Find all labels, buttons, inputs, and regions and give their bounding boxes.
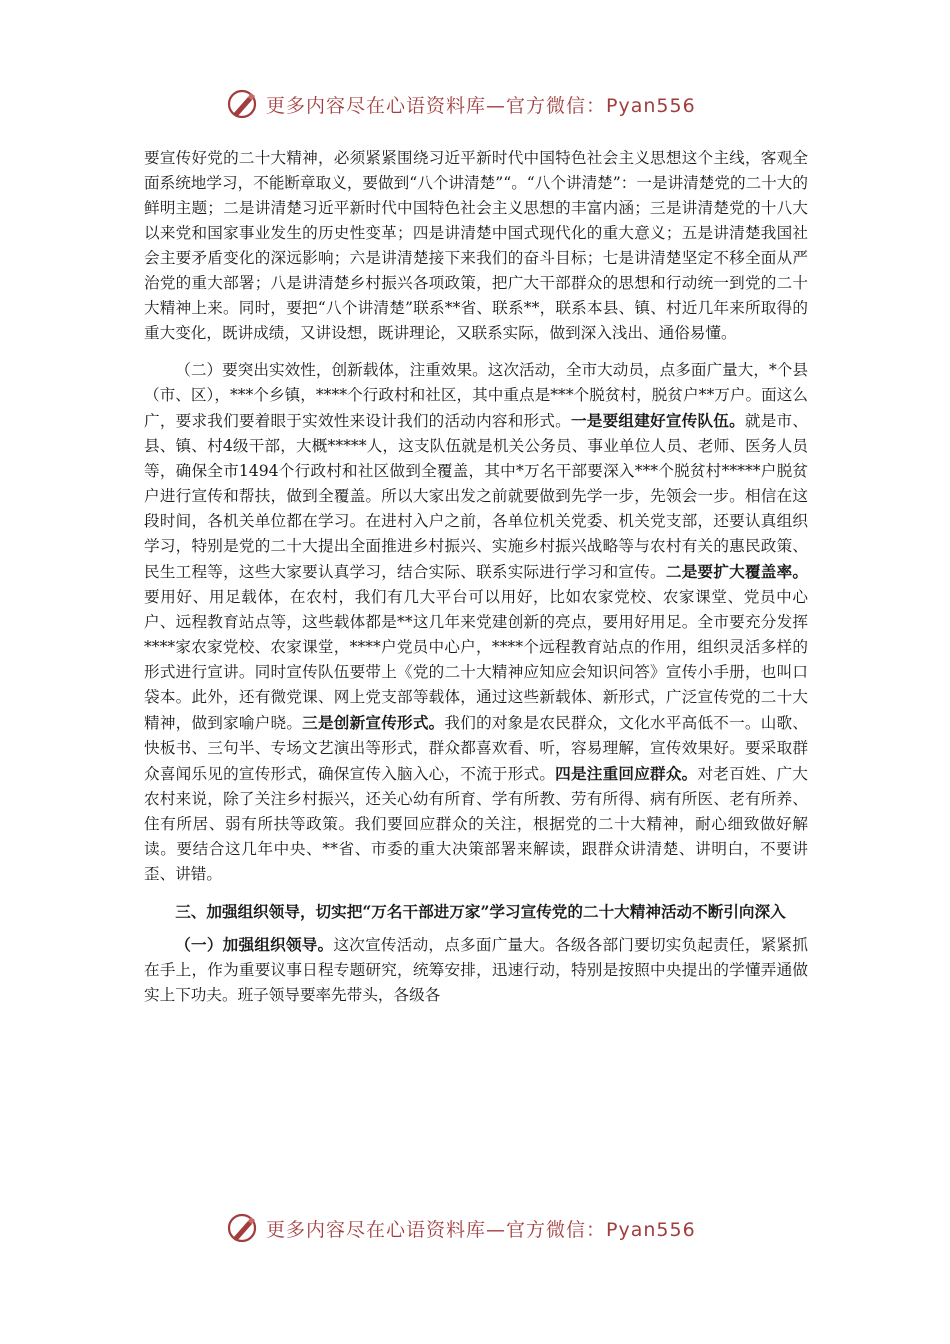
paragraph-text: 对老百姓、广大农村来说，除了关注乡村振兴，还关心幼有所育、学有所教、劳有所得、病有所医、老有所养、住有所居、弱有所扶等政策。我们要回应群众的关注，根据党的二十大精神，耐心细致做好解读。要结合这几年中央、**省、市委的重大决策部署来解读，跟群众讲清楚、讲明白，不要讲歪、讲错。 xyxy=(144,765,808,883)
paragraph-text: （二）要突出实效性，创新载体，注重效果。这次活动，全市大动员，点多面广量大，*个县（市、区），***个乡镇，****个行政村和社区，其中重点是***个脱贫村，脱贫户**万户。面这么广，要求我们要着眼于实效性来设计我们的活动内容和形式。 xyxy=(144,361,808,430)
section-heading-3: 三、加强组织领导，切实把“万名干部进万家”学习宣传党的二十大精神活动不断引向深入 xyxy=(175,902,786,921)
bold-point-4: 四是注重回应群众。 xyxy=(555,764,698,783)
header-banner xyxy=(226,84,696,124)
bold-point-2: 二是要扩大覆盖率。 xyxy=(665,562,808,581)
paragraph-text: 这次宣传活动，点多面广量大。各级各部门要切实负起责任，紧紧抓在手上，作为重要议事日程专题研究，统筹安排，迅速行动，特别是按照中央提出的学懂弄通做实上下功夫。班子领导要率先带头，各级各 xyxy=(144,936,808,1004)
paragraph-organization-leadership xyxy=(144,932,808,1008)
paragraph-eight-clarifications: 要宣传好党的二十大精神，必须紧紧围绕习近平新时代中国特色社会主义思想这个主线，客观全面系统地学习，不能断章取义，要做到“八个讲清楚”“。“八个讲清楚”：一是讲清楚党的二十大的鲜明主题；二是讲清楚习近平新时代中国特色社会主义思想的丰富内涵；三是讲清楚党的十八大以来党和国家事业发生的历史性变革；四是讲清楚中国式现代化的重大意义；五是讲清楚我国社会主要矛盾变化的深远影响；六是讲清楚接下来我们的奋斗目标；七是讲清楚坚定不移全面从严治党的重大部署；八是讲清楚乡村振兴各项政策，把广大干部群众的思想和行动统一到党的二十大精神上来。同时，要把“八个讲清楚”联系**省、联系**，联系本县、镇、村近几年来所取得的重大变化，既讲成绩，又讲设想，既讲理论，又联系实际，做到深入浅出、通俗易懂。 xyxy=(144,149,808,342)
document-body xyxy=(144,146,808,1008)
header-banner-text: 更多内容尽在心语资料库—官方微信：Pyan556 xyxy=(266,94,696,117)
paragraph-text: 我们的对象是农民群众，文化水平高低不一。山歌、快板书、三句半、专场文艺演出等形式，群众都喜欢看、听，容易理解，宣传效果好。要采取群众喜闻乐见的宣传形式，确保宣传入脑入心，不流于形式。 xyxy=(144,714,808,783)
bold-point-organization: （一）加强组织领导。 xyxy=(175,935,334,954)
footer-banner xyxy=(226,1208,696,1248)
bold-point-3: 三是创新宣传形式。 xyxy=(302,713,445,732)
footer-banner-text: 更多内容尽在心语资料库—官方微信：Pyan556 xyxy=(266,1218,696,1241)
bold-point-1: 一是要组建好宣传队伍。 xyxy=(570,411,745,430)
paragraph-text: 要用好、用足载体，在农村，我们有几大平台可以用好，比如农家党校、农家课堂、党员中心户、远程教育站点等，这些载体都是**这几年来党建创新的亮点，要用好用足。全市要充分发挥****家农家党校、农家课堂，****户党员中心户，****个远程教育站点的作用，组织灵活多样的形式进行宣讲。同时宣传队伍要带上《党的二十大精神应知应会知识问答》宣传小手册，也叫口袋本。此外，还有微党课、网上党支部等载体，通过这些新载体、新形式，广泛宣传党的二十大精神，做到家喻户晓。 xyxy=(144,588,808,732)
pen-logo-icon xyxy=(226,1211,260,1245)
paragraph-text: 就是市、县、镇、村4级干部，大概*****人，这支队伍就是机关公务员、事业单位人员、老师、医务人员等，确保全市1494个行政村和社区做到全覆盖，其中*万名干部要深入***个脱贫村*****户脱贫户进行宣传和帮扶，做到全覆盖。所以大家出发之前就要做到先学一步，先领会一步。相信在这段时间，各机关单位都在学习。在进村入户之前，各单位机关党委、机关党支部，还要认真组织学习，特别是党的二十大提出全面推进乡村振兴、实施乡村振兴战略等与农村有关的惠民政策、民生工程等，这些大家要认真学习，结合实际、联系实际进行学习和宣传。 xyxy=(144,412,808,581)
pen-logo-icon xyxy=(226,87,260,121)
paragraph-effectiveness xyxy=(144,358,808,887)
